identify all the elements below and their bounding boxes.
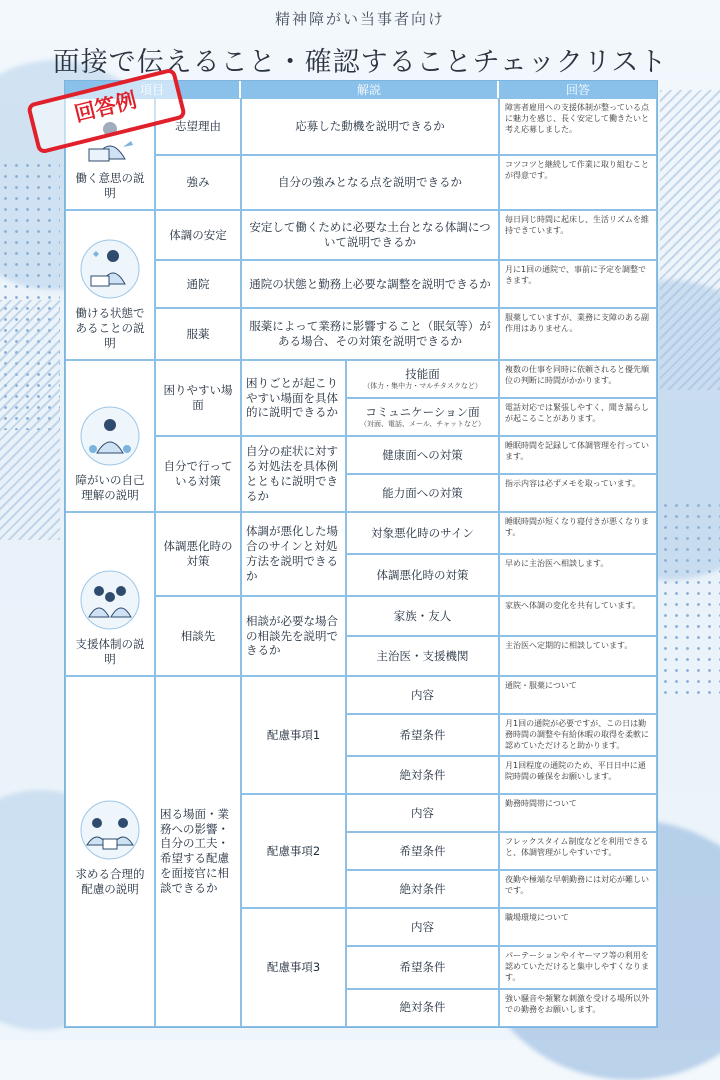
answer-cell[interactable]: 通院・服薬について [499,676,657,714]
explanation-cell: 困りごとが起こりやすい場面を具体的に説明できるか [241,360,346,436]
table-row [65,360,657,398]
section-motivation: 働く意思の説明 [65,98,155,210]
person-desk-icon [79,238,141,300]
sub-item-cell: 内容 [346,908,499,946]
answer-cell[interactable]: パーテーションやイヤーマフ等の利用を認めていただけると集中しやすくなります。 [499,946,657,988]
answer-cell[interactable]: 電話対応では緊張しやすく、聞き漏らしが起こることがあります。 [499,398,657,436]
explanation-cell: 通院の状態と勤務上必要な調整を説明できるか [241,260,499,308]
explanation-cell: 自分の症状に対する対処法を具体例とともに説明できるか [241,436,346,512]
sub-item-cell: 対象悪化時のサイン [346,512,499,554]
answer-cell[interactable]: フレックスタイム制度などを利用できると、体調管理がしやすいです。 [499,832,657,870]
explanation-cell: 体調が悪化した場合のサインと対処方法を説明できるか [241,512,346,596]
section-understanding: 障がいの自己理解の説明 [65,360,155,512]
section-accommodation: 求める合理的配慮の説明 [65,676,155,1027]
sub-item-cell: 家族・友人 [346,596,499,636]
item-cell: 困る場面・業務への影響・自分の工夫・希望する配慮を面接官に相談できるか [155,676,241,1027]
item-cell: 体調悪化時の対策 [155,512,241,596]
explanation-cell: 安定して働くために必要な土台となる体調について説明できるか [241,210,499,260]
item-cell: 服薬 [155,308,241,360]
item-cell: 通院 [155,260,241,308]
answer-cell[interactable]: 服薬していますが、業務に支障のある副作用はありません。 [499,308,657,360]
explanation-cell: 服薬によって業務に影響すること（眠気等）がある場合、その対策を説明できるか [241,308,499,360]
sub-item-cell: 能力面への対策 [346,474,499,512]
answer-example-stamp: 回答例 [26,67,187,154]
header-explanation: 解説 [241,81,499,98]
sub-item-cell: 絶対条件 [346,870,499,908]
page-subtitle: 精神障がい当事者向け [274,10,445,28]
explanation-cell: 応募した動機を説明できるか [241,98,499,155]
answer-cell[interactable]: 家族へ体調の変化を共有しています。 [499,596,657,636]
sub-item-cell: 内容 [346,794,499,832]
table-row [65,210,657,260]
checklist-table [64,80,658,1028]
answer-cell[interactable]: 主治医へ定期的に相談しています。 [499,636,657,676]
section-health: 働ける状態であることの説明 [65,210,155,360]
section-support: 支援体制の説明 [65,512,155,676]
sub-item-cell: 健康面への対策 [346,436,499,474]
answer-cell[interactable]: 障害者雇用への支援体制が整っている点に魅力を感じ、長く安定して働きたいと考え応募しました。 [499,98,657,155]
item-cell: 自分で行っている対策 [155,436,241,512]
page-title: 面接で伝えること・確認することチェックリスト [52,47,668,78]
group-cell: 配慮事項2 [241,794,346,908]
sub-item-cell: 希望条件 [346,946,499,988]
explanation-cell: 自分の強みとなる点を説明できるか [241,155,499,210]
sub-item-cell: 絶対条件 [346,756,499,794]
item-cell: 強み [155,155,241,210]
sub-item-cell: コミュニケーション面 （対面、電話、メール、チャットなど） [346,398,499,436]
answer-cell[interactable]: 睡眠時間を記録して体調管理を行っています。 [499,436,657,474]
stripe-pattern [0,300,60,540]
sub-item-cell: 体調悪化時の対策 [346,554,499,596]
answer-cell[interactable]: コツコツと継続して作業に取り組むことが得意です。 [499,155,657,210]
table-row [65,512,657,554]
group-cell: 配慮事項1 [241,676,346,794]
answer-cell[interactable]: 指示内容は必ずメモを取っています。 [499,474,657,512]
item-cell: 志望理由 [155,98,241,155]
stripe-pattern [660,90,720,390]
answer-cell[interactable]: 職場環境について [499,908,657,946]
answer-cell[interactable]: 月1回の通院が必要ですが、この日は勤務時間の調整や有給休暇の取得を柔軟に認めていただけると助かります。 [499,714,657,756]
explanation-cell: 相談が必要な場合の相談先を説明できるか [241,596,346,676]
answer-cell[interactable]: 毎日同じ時間に起床し、生活リズムを維持できています。 [499,210,657,260]
header-answer: 回答 [499,81,657,98]
item-cell: 体調の安定 [155,210,241,260]
answer-cell[interactable]: 月1回程度の通院のため、平日日中に通院時間の確保をお願いします。 [499,756,657,794]
sub-item-cell: 主治医・支援機関 [346,636,499,676]
answer-cell[interactable]: 早めに主治医へ相談します。 [499,554,657,596]
dot-pattern [660,500,720,700]
table-row [65,676,657,714]
answer-cell[interactable]: 月に1回の通院で、事前に予定を調整できます。 [499,260,657,308]
person-thinking-icon [79,405,141,467]
item-cell: 相談先 [155,596,241,676]
sub-item-cell: 希望条件 [346,714,499,756]
sub-item-cell: 希望条件 [346,832,499,870]
answer-cell[interactable]: 勤務時間帯について [499,794,657,832]
answer-cell[interactable]: 夜勤や極端な早朝勤務には対応が難しいです。 [499,870,657,908]
sub-item-cell: 技能面 （体力・集中力・マルチタスクなど） [346,360,499,398]
answer-cell[interactable]: 睡眠時間が短くなり寝付きが悪くなります。 [499,512,657,554]
answer-cell[interactable]: 強い騒音や頻繁な刺激を受ける場所以外での勤務をお願いします。 [499,989,657,1027]
sub-item-cell: 絶対条件 [346,989,499,1027]
answer-cell[interactable]: 複数の仕事を同時に依頼されると優先順位の判断に時間がかかります。 [499,360,657,398]
item-cell: 困りやすい場面 [155,360,241,436]
people-group-icon [79,569,141,631]
sub-item-cell: 内容 [346,676,499,714]
consultation-icon [79,799,141,861]
group-cell: 配慮事項3 [241,908,346,1026]
